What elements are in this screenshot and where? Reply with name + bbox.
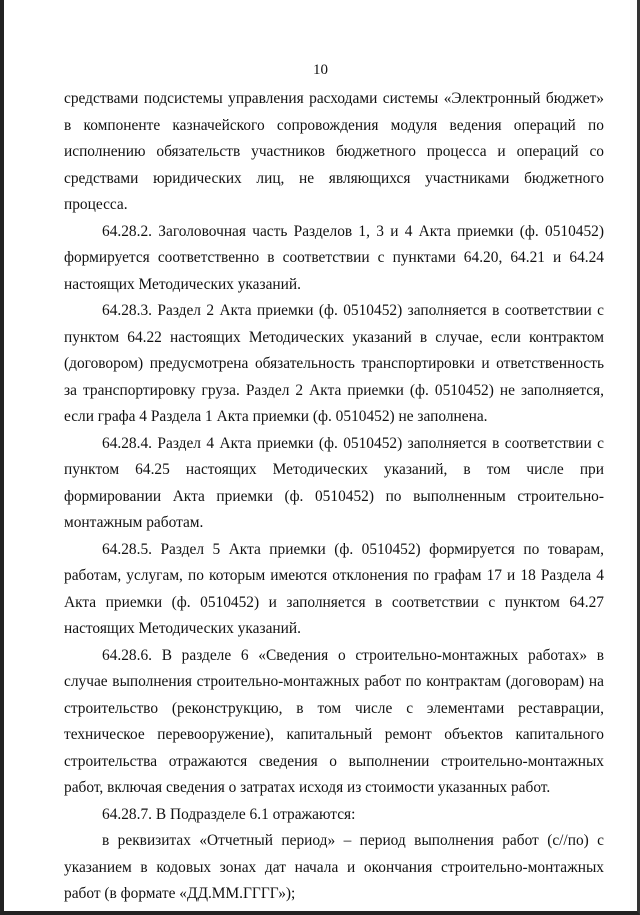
- page-number: 10: [313, 62, 328, 78]
- paragraph-1: средствами подсистемы управления расходами системы «Электронный бюджет» в компоненте казначейского сопровождения модуля ведения операций по исполнению обязательств участников бюджетного процесса и операций со средствами юридических лиц, не являющихся участниками бюджетного процесса.: [64, 90, 604, 213]
- paragraph-64-28-4: 64.28.4. Раздел 4 Акта приемки (ф. 0510452) заполняется в соответствии с пунктом 64.25 настоящих Методических указаний, в том числе при формировании Акта приемки (ф. 0510452) по выполненным строительно-монтажным работам.: [64, 434, 604, 531]
- paragraph-64-28-5: 64.28.5. Раздел 5 Акта приемки (ф. 0510452) формируется по товарам, работам, услугам, по которым имеются отклонения по графам 17 и 18 Раздела 4 Акта приемки (ф. 0510452) и заполняется в соответствии с пунктом 64.27 настоящих Методических указаний.: [64, 540, 604, 637]
- paragraph-64-28-2: 64.28.2. Заголовочная часть Разделов 1, 3 и 4 Акта приемки (ф. 0510452) формируется соответственно в соответствии с пунктами 64.20, 64.21 и 64.24 настоящих Методических указаний.: [64, 222, 604, 293]
- document-body: [64, 86, 604, 908]
- paragraph-64-28-3: 64.28.3. Раздел 2 Акта приемки (ф. 0510452) заполняется в соответствии с пунктом 64.22 настоящих Методических указаний в случае, если контрактом (договором) предусмотрена обязательность транспортировки и ответственность за транспортировку груза. Раздел 2 Акта приемки (ф. 0510452) не заполняется, если графа 4 Раздела 1 Акта приемки (ф. 0510452) не заполнена.: [64, 302, 604, 425]
- paragraph-reporting-period: в реквизитах «Отчетный период» – период выполнения работ (с//по) с указанием в кодовых зонах дат начала и окончания строительно-монтажных работ (в формате «ДД.ММ.ГГГГ»);: [64, 832, 604, 902]
- paragraph-64-28-6: 64.28.6. В разделе 6 «Сведения о строительно-монтажных работах» в случае выполнения строительно-монтажных работ по контрактам (договорам) на строительство (реконструкцию, в том числе с элементами реставрации, техническое перевооружение), капитальный ремонт объектов капитального строительства отражаются сведения о выполнении строительно-монтажных работ, включая сведения о затратах исходя из стоимости указанных работ.: [64, 646, 604, 796]
- paragraph-64-28-7: 64.28.7. В Подразделе 6.1 отражаются:: [102, 805, 356, 823]
